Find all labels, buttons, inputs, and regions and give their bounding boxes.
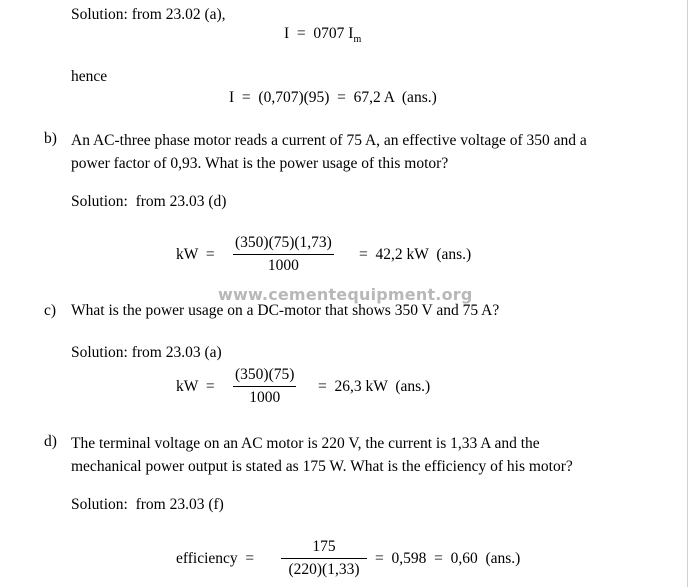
solution-line-d: Solution: from 23.03 (f) <box>71 496 224 513</box>
hence-label: hence <box>71 68 108 85</box>
formula-c-result: = 26,3 kW (ans.) <box>318 378 431 395</box>
fraction-bar <box>281 558 367 559</box>
part-b-question <box>71 129 587 175</box>
part-d-question-line-2: mechanical power output is stated as 175 W. What is the efficiency of his motor? <box>71 458 573 475</box>
part-b-question-line-2: power factor of 0,93. What is the power usage of this motor? <box>71 155 449 172</box>
formula-d-lhs: efficiency = <box>176 550 255 567</box>
part-d-marker: d) <box>44 433 57 450</box>
formula-c-numerator: (350)(75) <box>235 366 295 383</box>
fraction-bar <box>233 386 296 387</box>
part-c-marker: c) <box>44 302 57 319</box>
formula-c-denominator: 1000 <box>249 388 281 406</box>
formula-c-fraction <box>233 366 296 407</box>
equation-a1-rhs: 0707 I <box>313 25 354 42</box>
part-b-question-line-1: An AC-three phase motor reads a current of 75 A, an effective voltage of 350 and a <box>71 132 587 149</box>
equation-a1-subscript: m <box>353 34 362 46</box>
solution-line-c: Solution: from 23.03 (a) <box>71 344 222 361</box>
formula-d-fraction <box>281 538 367 579</box>
formula-b-fraction <box>233 234 334 275</box>
part-c-question: What is the power usage on a DC-motor that shows 350 V and 75 A? <box>71 302 500 319</box>
part-d-question <box>71 432 573 478</box>
formula-d-numerator: 175 <box>312 538 336 555</box>
formula-b-denominator: 1000 <box>267 256 299 274</box>
equation-a2: I = (0,707)(95) = 67,2 A (ans.) <box>229 89 437 106</box>
part-d-question-line-1: The terminal voltage on an AC motor is 220 V, the current is 1,33 A and the <box>71 435 540 452</box>
formula-d-denominator: (220)(1,33) <box>288 560 360 578</box>
formula-b-result: = 42,2 kW (ans.) <box>359 246 472 263</box>
equation-a1-equals: = <box>296 25 306 42</box>
watermark: www.cementequipment.org <box>218 285 473 304</box>
solution-line-a: Solution: from 23.02 (a), <box>71 6 226 23</box>
solution-line-b: Solution: from 23.03 (d) <box>71 193 227 210</box>
formula-b-numerator: (350)(75)(1,73) <box>235 234 332 251</box>
formula-b-lhs: kW = <box>176 246 215 263</box>
part-b-marker: b) <box>44 130 57 147</box>
formula-d-result: = 0,598 = 0,60 (ans.) <box>375 550 521 567</box>
equation-a1 <box>284 25 361 46</box>
formula-c-lhs: kW = <box>176 378 215 395</box>
fraction-bar <box>233 254 334 255</box>
equation-a1-lhs: I <box>284 25 290 42</box>
